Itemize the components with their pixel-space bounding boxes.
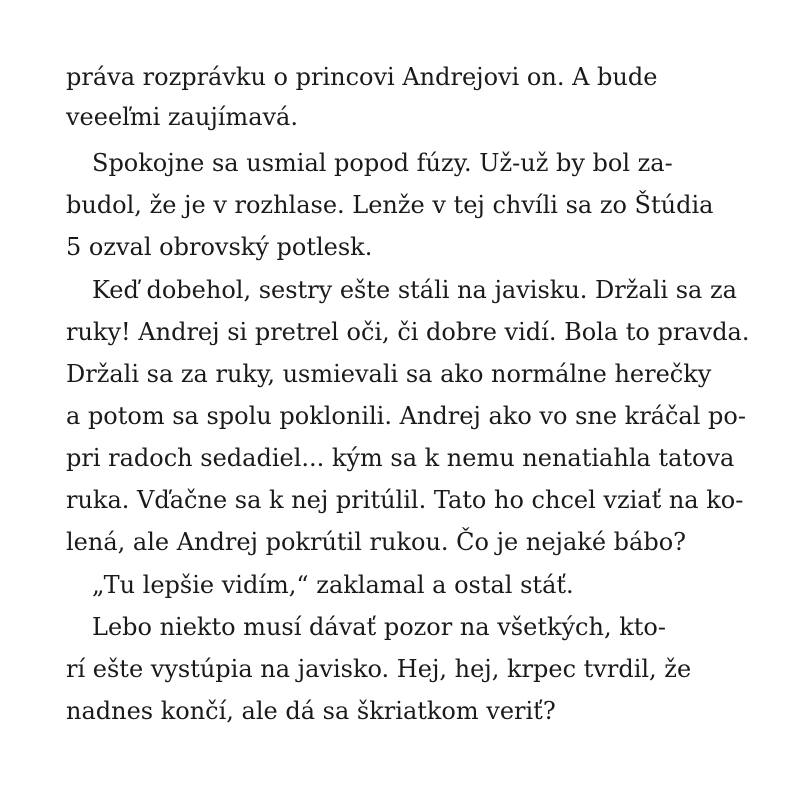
text-line: Lebo niekto musí dávať pozor na všetkých, kto- (92, 613, 666, 641)
text-line: „Tu lepšie vidím,“ zaklamal a ostal stáť. (92, 571, 574, 599)
text-line: ruky! Andrej si pretrel oči, či dobre vidí. Bola to pravda. (66, 318, 750, 346)
text-line: nadnes končí, ale dá sa škriatkom veriť? (66, 697, 556, 725)
text-line: budol, že je v rozhlase. Lenže v tej chvíli sa zo Štúdia (66, 191, 714, 219)
text-line: a potom sa spolu poklonili. Andrej ako vo sne kráčal po- (66, 402, 746, 430)
text-line: rí ešte vystúpia na javisko. Hej, hej, krpec tvrdil, že (66, 655, 692, 683)
text-line: Spokojne sa usmial popod fúzy. Už-už by bol za- (92, 149, 673, 177)
text-line: 5 ozval obrovský potlesk. (66, 233, 373, 261)
text-line: lená, ale Andrej pokrútil rukou. Čo je nejaké bábo? (66, 528, 687, 556)
text-line: Keď dobehol, sestry ešte stáli na javisku. Držali sa za (92, 276, 737, 304)
text-line: pri radoch sedadiel... kým sa k nemu nenatiahla tatova (66, 444, 735, 472)
text-line: Držali sa za ruky, usmievali sa ako normálne herečky (66, 360, 712, 388)
text-line: veeeľmi zaujímavá. (66, 103, 298, 131)
text-line: ruka. Vďačne sa k nej pritúlil. Tato ho chcel vziať na ko- (66, 486, 744, 514)
text-line: práva rozprávku o princovi Andrejovi on. A bude (66, 63, 658, 91)
